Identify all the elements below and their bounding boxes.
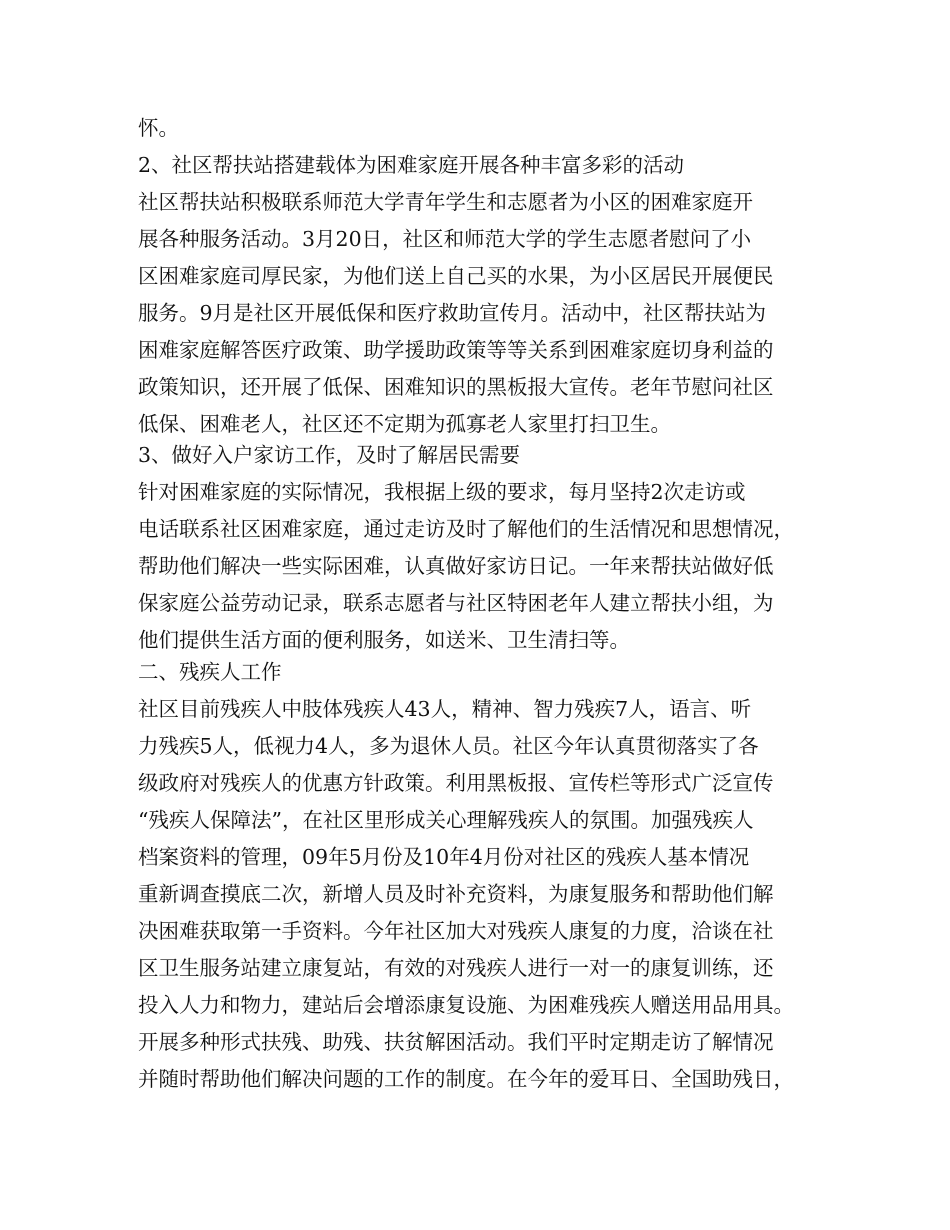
text-line: 并随时帮助他们解决问题的工作的制度。在今年的爱耳日、全国助残日，	[138, 1067, 794, 1091]
section-heading: 2、社区帮扶站搭建载体为困难家庭开展各种丰富多彩的活动	[138, 153, 685, 177]
text-line: 他们提供生活方面的便利服务，如送米、卫生清扫等。	[138, 628, 630, 652]
text-line: 投入人力和物力，建站后会增添康复设施、为困难残疾人赠送用品用具。	[138, 993, 794, 1017]
text-line: 帮助他们解决一些实际困难，认真做好家访日记。一年来帮扶站做好低	[138, 554, 774, 578]
text-line: 决困难获取第一手资料。今年社区加大对残疾人康复的力度，洽谈在社	[138, 919, 774, 943]
text-line: 困难家庭解答医疗政策、助学援助政策等等关系到困难家庭切身利益的	[138, 338, 774, 362]
text-line: 区困难家庭司厚民家，为他们送上自己买的水果，为小区居民开展便民	[138, 264, 774, 288]
text-line: 级政府对残疾人的优惠方针政策。利用黑板报、宣传栏等形式广泛宣传	[138, 771, 774, 795]
section-heading: 3、做好入户家访工作，及时了解居民需要	[138, 443, 521, 467]
text-line: 针对困难家庭的实际情况，我根据上级的要求，每月坚持2次走访或	[138, 480, 746, 504]
text-line: 开展多种形式扶残、助残、扶贫解困活动。我们平时定期走访了解情况	[138, 1030, 774, 1054]
text-line: 怀。	[138, 116, 179, 140]
text-line: 保家庭公益劳动记录，联系志愿者与社区特困老年人建立帮扶小组，为	[138, 591, 774, 615]
text-line: 展各种服务活动。3月20日，社区和师范大学的学生志愿者慰问了小	[138, 227, 752, 251]
text-line: 低保、困难老人，社区还不定期为孤寡老人家里打扫卫生。	[138, 412, 671, 436]
text-line: 区卫生服务站建立康复站，有效的对残疾人进行一对一的康复训练，还	[138, 956, 774, 980]
text-line: 服务。9月是社区开展低保和医疗救助宣传月。活动中，社区帮扶站为	[138, 301, 767, 325]
text-line: 政策知识，还开展了低保、困难知识的黑板报大宣传。老年节慰问社区	[138, 375, 774, 399]
text-line: 档案资料的管理，09年5月份及10年4月份对社区的残疾人基本情况	[138, 845, 750, 869]
text-line: 社区目前残疾人中肢体残疾人43人，精神、智力残疾7人，语言、听	[138, 697, 752, 721]
text-line: 电话联系社区困难家庭，通过走访及时了解他们的生活情况和思想情况，	[138, 517, 794, 541]
text-line: 重新调查摸底二次，新增人员及时补充资料，为康复服务和帮助他们解	[138, 882, 774, 906]
text-line: 力残疾5人，低视力4人，多为退休人员。社区今年认真贯彻落实了各	[138, 734, 759, 758]
text-line: “残疾人保障法”，在社区里形成关心理解残疾人的氛围。加强残疾人	[138, 808, 754, 832]
text-line: 社区帮扶站积极联系师范大学青年学生和志愿者为小区的困难家庭开	[138, 190, 753, 214]
section-heading: 二、残疾人工作	[138, 660, 282, 684]
